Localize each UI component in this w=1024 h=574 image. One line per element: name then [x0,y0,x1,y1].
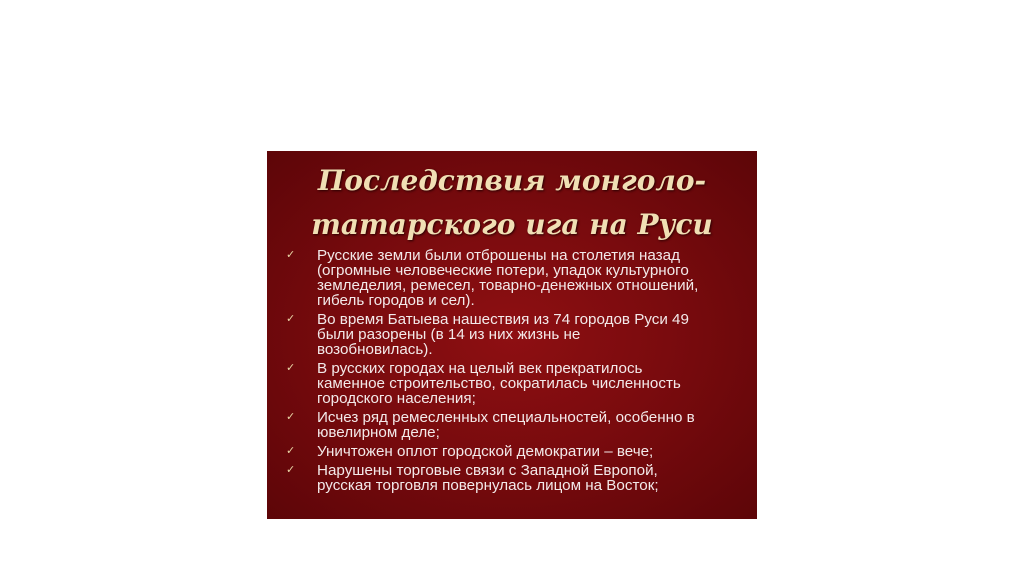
bullet-item [267,463,757,493]
bullet-line: Исчез ряд ремесленных специальностей, особенно в [317,409,695,426]
checkmark-icon: ✓ [286,313,296,325]
checkmark-icon: ✓ [286,362,296,374]
bullet-line: В русских городах на целый век прекратилось [317,360,643,377]
slide-title [267,159,757,247]
bullet-line: (огромные человеческие потери, упадок культурного [317,262,689,279]
bullet-line: городского населения; [317,390,476,407]
presentation-slide [267,151,757,519]
bullet-item [267,410,757,440]
bullet-line: земледелия, ремесел, товарно-денежных отношений, [317,277,699,294]
bullet-item [267,312,757,357]
bullet-line: возобновилась). [317,341,433,358]
bullet-item [267,361,757,406]
bullet-line: Русские земли были отброшены на столетия назад [317,247,680,264]
bullet-line: каменное строительство, сократилась численность [317,375,681,392]
bullet-line: русская торговля повернулась лицом на Восток; [317,477,659,494]
bullet-line: Во время Батыева нашествия из 74 городов Руси 49 [317,311,689,328]
bullet-item [267,444,757,459]
bullet-line: гибель городов и сел). [317,292,475,309]
checkmark-icon: ✓ [286,411,296,423]
bullet-line: ювелирном деле; [317,424,440,441]
bullet-line: Нарушены торговые связи с Западной Европой, [317,462,658,479]
checkmark-icon: ✓ [286,249,296,261]
bullet-line: Уничтожен оплот городской демократии – вече; [317,443,654,460]
checkmark-icon: ✓ [286,464,296,476]
checkmark-icon: ✓ [286,445,296,457]
bullet-item [267,248,757,308]
bullet-line: были разорены (в 14 из них жизнь не [317,326,581,343]
slide-title-line: татарского ига на Руси [311,208,713,241]
bullet-list [267,248,757,497]
slide-title-line: Последствия монголо- [317,164,707,197]
